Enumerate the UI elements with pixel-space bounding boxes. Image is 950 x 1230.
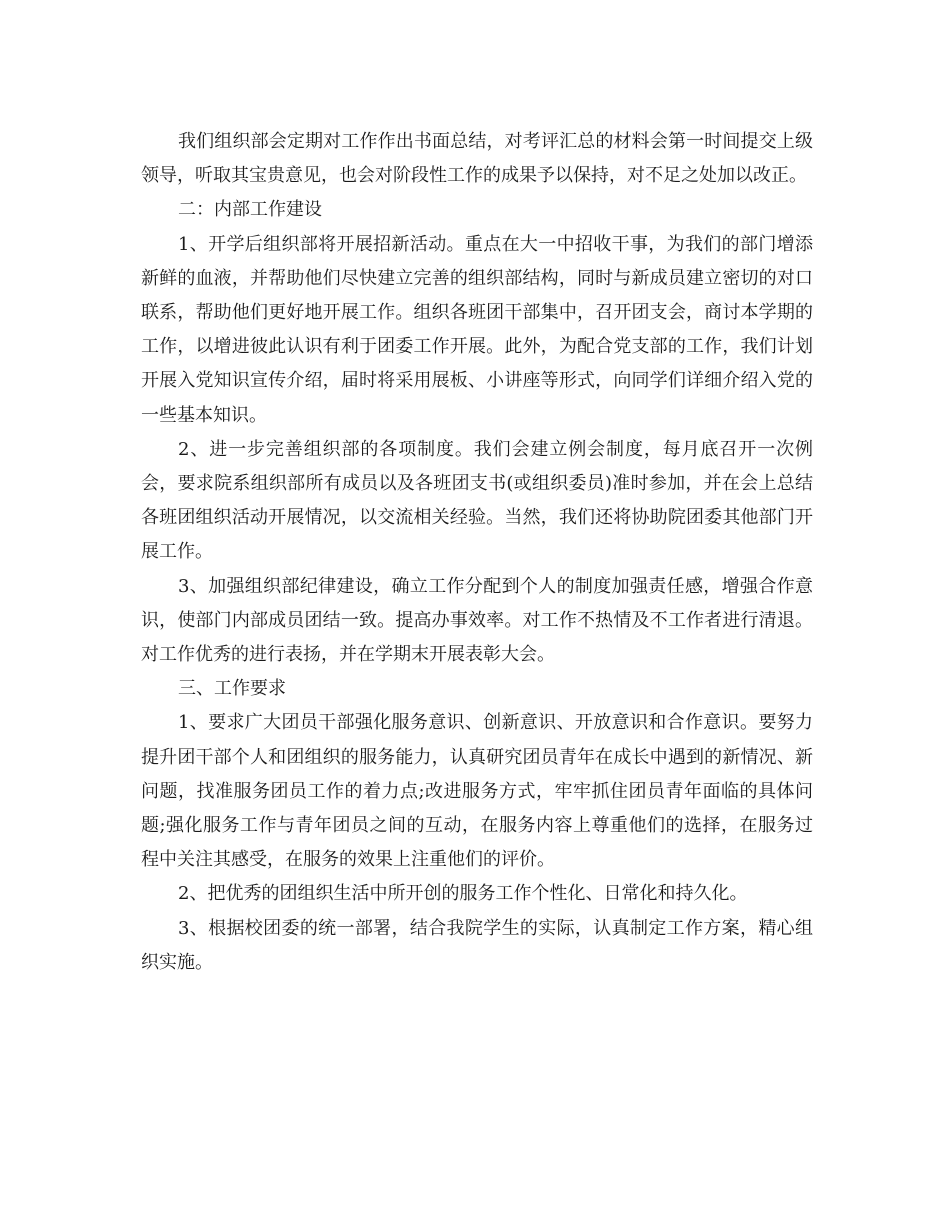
paragraph-implementation: 3、根据校团委的统一部署，结合我院学生的实际，认真制定工作方案，精心组织实施。 <box>141 917 813 973</box>
section-heading-work-requirements: 三、工作要求 <box>178 678 286 700</box>
section-heading-internal-construction: 二：内部工作建设 <box>178 199 322 221</box>
paragraph-service-awareness: 1、要求广大团员干部强化服务意识、创新意识、开放意识和合作意识。要努力提升团干部个人和团组织的服务能力，认真研究团员青年在成长中遇到的新情况、新问题，找准服务团员工作的着力点;改进服务方式，牢牢抓住团员青年面临的具体问题;强化服务工作与青年团员之间的互动，在服务内容上尊重他们的选择，在服务过程中关注其感受，在服务的效果上注重他们的评价。 <box>141 712 813 871</box>
paragraph-summary: 我们组织部会定期对工作作出书面总结，对考评汇总的材料会第一时间提交上级领导，听取其宝贵意见，也会对阶段性工作的成果予以保持，对不足之处加以改正。 <box>141 131 813 187</box>
paragraph-regulations: 2、进一步完善组织部的各项制度。我们会建立例会制度，每月底召开一次例会，要求院系组织部所有成员以及各班团支书(或组织委员)准时参加，并在会上总结各班团组织活动开展情况，以交流相关经验。当然，我们还将协助院团委其他部门开展工作。 <box>141 438 813 563</box>
paragraph-recruitment: 1、开学后组织部将开展招新活动。重点在大一中招收干事，为我们的部门增添新鲜的血液，并帮助他们尽快建立完善的组织部结构，同时与新成员建立密切的对口联系，帮助他们更好地开展工作。组织各班团干部集中，召开团支会，商讨本学期的工作，以增进彼此认识有利于团委工作开展。此外，为配合党支部的工作，我们计划开展入党知识宣传介绍，届时将采用展板、小讲座等形式，向同学们详细介绍入党的一些基本知识。 <box>141 233 813 426</box>
paragraph-service-personalization: 2、把优秀的团组织生活中所开创的服务工作个性化、日常化和持久化。 <box>178 883 748 905</box>
paragraph-discipline: 3、加强组织部纪律建设，确立工作分配到个人的制度加强责任感，增强合作意识，使部门内部成员团结一致。提高办事效率。对工作不热情及不工作者进行清退。对工作优秀的进行表扬，并在学期末开展表彰大会。 <box>141 575 813 666</box>
document-body <box>141 125 813 980</box>
